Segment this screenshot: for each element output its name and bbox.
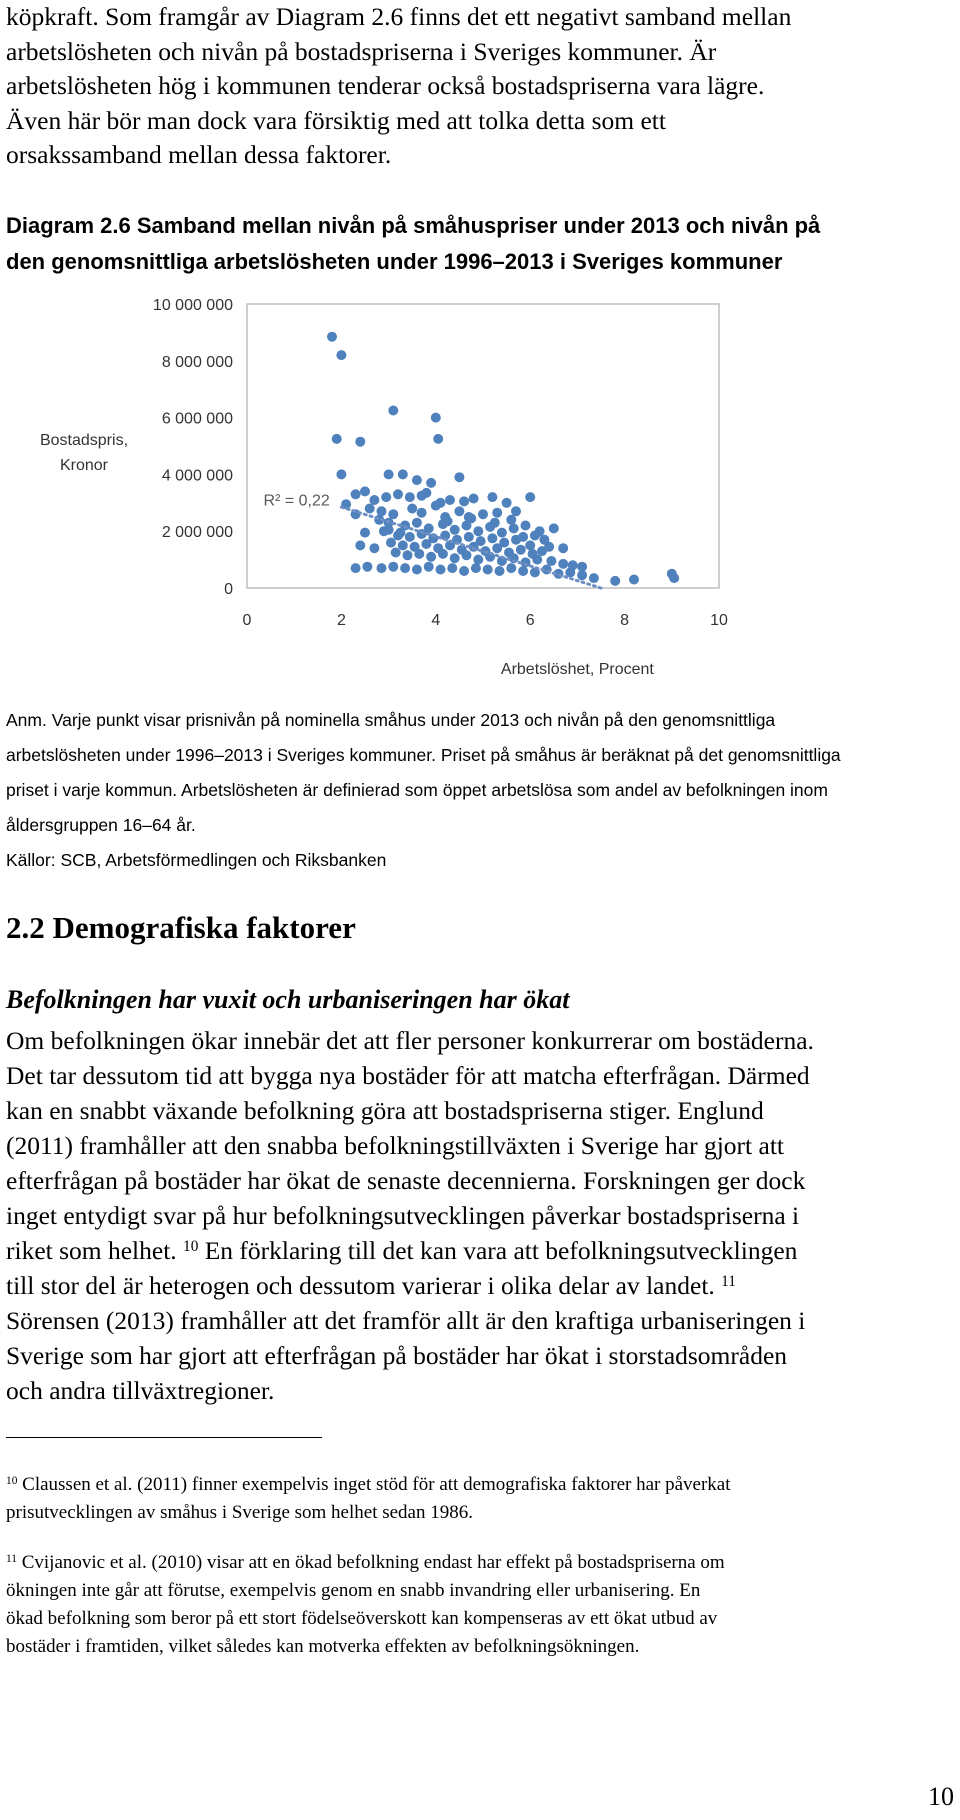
y-tick-label: 6 000 000 [161, 410, 233, 428]
data-point [506, 515, 516, 525]
body-text: inget entydigt svar på hur befolkningsutvecklingen påverkar bostadspriserna i [6, 1201, 800, 1230]
intro-line: Även här bör man dock vara försiktig med att tolka detta som ett [6, 105, 666, 135]
footnote-10 [6, 1471, 954, 1527]
data-point [487, 533, 497, 543]
footnote-11 [6, 1549, 954, 1661]
data-point [403, 550, 413, 560]
footnote-line: prisutvecklingen av småhus i Sverige som helhet sedan 1986. [6, 1502, 473, 1523]
data-point [412, 518, 422, 528]
data-point [395, 528, 405, 538]
y-tick-label: 8 000 000 [161, 353, 233, 371]
data-point [362, 562, 372, 572]
data-point [391, 548, 401, 558]
body-line [6, 1268, 954, 1303]
body-text: Sverige som har gjort att efterfrågan på bostäder har ökat i storstadsområden [6, 1341, 788, 1370]
data-point [360, 486, 370, 496]
body-text: Sörensen (2013) framhåller att det framför allt är den kraftiga urbaniseringen i [6, 1306, 806, 1335]
footnote-line: ökad befolkning som beror på ett stort födelseöverskott kan kompenseras av ett ökat utbud av [6, 1608, 718, 1629]
body-text: och andra tillväxtregioner. [6, 1376, 275, 1405]
data-point [492, 543, 502, 553]
data-point [369, 543, 379, 553]
data-point [471, 563, 481, 573]
data-point [388, 406, 398, 416]
intro-line: orsakssamband mellan dessa faktorer. [6, 140, 392, 169]
body-text: efterfrågan på bostäder har ökat de senaste decennierna. Forskningen ger dock [6, 1166, 806, 1195]
data-point [431, 413, 441, 423]
data-point [436, 565, 446, 575]
data-point [351, 489, 361, 499]
x-tick-label: 4 [431, 612, 441, 629]
data-point [530, 531, 540, 541]
body-line [6, 1233, 954, 1268]
x-tick-label: 0 [242, 612, 252, 629]
data-point [558, 543, 568, 553]
diagram-title [6, 208, 951, 280]
y-tick-label: 10 000 000 [152, 297, 233, 314]
data-point [469, 494, 479, 504]
data-point [377, 563, 387, 573]
data-point [336, 469, 346, 479]
data-point [431, 501, 441, 511]
data-point [546, 556, 556, 566]
data-point [506, 563, 516, 573]
body-paragraph [6, 1023, 954, 1408]
data-point [417, 508, 427, 518]
data-point [393, 489, 403, 499]
data-point [509, 523, 519, 533]
data-point [537, 546, 547, 556]
body-text: till stor del är heterogen och dessutom varierar i olika delar av landet. [6, 1271, 715, 1300]
body-text: riket som helhet. [6, 1236, 177, 1265]
data-point [511, 535, 521, 545]
data-point [365, 504, 375, 514]
body-text: Det tar dessutom tid att bygga nya bostäder för att matcha efterfrågan. Därmed [6, 1061, 810, 1090]
data-point [459, 566, 469, 576]
data-point [497, 528, 507, 538]
data-point [400, 563, 410, 573]
data-point [388, 562, 398, 572]
scatter-chart [0, 286, 960, 686]
data-point [473, 555, 483, 565]
r-squared-label: R² = 0,22 [263, 492, 330, 510]
diagram-title-line: den genomsnittliga arbetslösheten under 1996–2013 i Sveriges kommuner [6, 249, 783, 274]
body-text: (2011) framhåller att den snabba befolkningstillväxten i Sverige har gjort att [6, 1131, 784, 1160]
data-point [502, 498, 512, 508]
data-point [384, 525, 394, 535]
x-tick-label: 8 [620, 612, 630, 629]
body-line [6, 1338, 954, 1373]
footnote-line: ökningen inte går att förutse, exempelvis genom en snabb invandring eller urbanisering. En [6, 1580, 701, 1601]
data-point [466, 513, 476, 523]
data-point [532, 555, 542, 565]
data-point [424, 562, 434, 572]
data-point [351, 563, 361, 573]
body-line [6, 1093, 954, 1128]
footnote-line [6, 1471, 954, 1499]
note-line: åldersgruppen 16–64 år. [6, 815, 196, 835]
intro-line: arbetslösheten hög i kommunen tenderar också bostadspriserna vara lägre. [6, 71, 765, 100]
note-line: arbetslösheten under 1996–2013 i Sveriges kommuner. Priset på småhus är beräknat på det genomsnittliga [6, 745, 841, 765]
note-line: Anm. Varje punkt visar prisnivån på nominella småhus under 2013 och nivån på den genomsnittliga [6, 710, 776, 730]
data-point [447, 563, 457, 573]
data-point [450, 553, 460, 563]
data-point [459, 496, 469, 506]
footnote-text: Cvijanovic et al. (2010) visar att en ökad befolkning endast har effekt på bostadspriserna om [21, 1552, 725, 1573]
data-point [426, 552, 436, 562]
section-subheading: Befolkningen har vuxit och urbaniseringen har ökat [6, 985, 570, 1014]
data-point [332, 434, 342, 444]
data-point [549, 523, 559, 533]
body-line [6, 1023, 954, 1058]
data-point [483, 565, 493, 575]
data-point [450, 525, 460, 535]
body-text: kan en snabbt växande befolkning göra att bostadspriserna stiger. Englund [6, 1096, 764, 1125]
data-point [405, 532, 415, 542]
data-point [386, 538, 396, 548]
footnote-number: 10 [6, 1475, 18, 1488]
y-tick-label: 0 [224, 581, 233, 598]
data-point [521, 521, 531, 531]
x-tick-label: 10 [710, 612, 728, 629]
footnote-ref[interactable]: 10 [183, 1238, 199, 1256]
data-point [462, 550, 472, 560]
x-tick-label: 6 [525, 612, 535, 629]
data-point [490, 518, 500, 528]
data-point [454, 506, 464, 516]
data-point [577, 570, 587, 580]
data-point [589, 573, 599, 583]
note-line: priset i varje kommun. Arbetslösheten är definierad som öppet arbetslösa som andel av befolkningen inom [6, 780, 828, 800]
data-point [518, 566, 528, 576]
footnote-divider [6, 1437, 322, 1438]
data-point [405, 492, 415, 502]
data-point [412, 475, 422, 485]
data-point [407, 504, 417, 514]
x-tick-label: 2 [336, 612, 346, 629]
data-point [464, 532, 474, 542]
body-line [6, 1163, 954, 1198]
data-point [445, 495, 455, 505]
data-point [525, 492, 535, 502]
body-line [6, 1058, 954, 1093]
data-point [414, 549, 424, 559]
x-axis-label: Arbetslöshet, Procent [500, 661, 654, 678]
data-point [443, 516, 453, 526]
data-point [398, 540, 408, 550]
data-point [384, 469, 394, 479]
data-point [669, 573, 679, 583]
diagram-title-line: Diagram 2.6 Samband mellan nivån på småhuspriser under 2013 och nivån på [6, 213, 821, 238]
data-point [610, 576, 620, 586]
data-point [433, 434, 443, 444]
data-point [355, 540, 365, 550]
diagram-note [6, 703, 951, 878]
data-point [355, 437, 365, 447]
section-heading: 2.2 Demografiska faktorer [6, 910, 356, 945]
intro-paragraph [6, 0, 951, 173]
data-point [492, 508, 502, 518]
data-point [426, 478, 436, 488]
y-axis-label: Bostadspris, [39, 432, 129, 449]
data-point [360, 528, 370, 538]
data-point [438, 549, 448, 559]
data-point [558, 559, 568, 569]
data-point [525, 540, 535, 550]
y-tick-label: 4 000 000 [161, 467, 233, 485]
data-point [516, 545, 526, 555]
data-point [398, 469, 408, 479]
y-axis-label: Kronor [59, 457, 109, 474]
data-point [369, 495, 379, 505]
data-point [381, 492, 391, 502]
data-point [511, 506, 521, 516]
y-tick-label: 2 000 000 [161, 524, 233, 542]
body-line [6, 1303, 954, 1338]
intro-line: arbetslösheten och nivån på bostadspriserna i Sveriges kommuner. Är [6, 36, 717, 66]
footnote-line [6, 1549, 954, 1577]
data-point [495, 566, 505, 576]
footnote-number: 11 [6, 1553, 17, 1566]
data-point [478, 509, 488, 519]
data-point [421, 539, 431, 549]
body-text: Om befolkningen ökar innebär det att fler personer konkurrerar om bostäderna. [6, 1026, 814, 1055]
footnote-ref[interactable]: 11 [721, 1273, 736, 1291]
intro-line: köpkraft. Som framgår av Diagram 2.6 finns det ett negativt samband mellan [6, 2, 792, 31]
body-line [6, 1373, 954, 1408]
footnote-text: Claussen et al. (2011) finner exempelvis inget stöd för att demografiska faktorer har påverkat [22, 1474, 731, 1495]
data-point [454, 472, 464, 482]
data-point [377, 506, 387, 516]
data-point [412, 565, 422, 575]
page-number: 10 [928, 1782, 954, 1811]
data-point [629, 575, 639, 585]
data-point [336, 350, 346, 360]
data-point [421, 488, 431, 498]
data-point [388, 509, 398, 519]
body-line [6, 1198, 954, 1233]
data-point [487, 492, 497, 502]
data-point [327, 332, 337, 342]
body-text: En förklaring till det kan vara att befolkningsutvecklingen [198, 1236, 798, 1265]
body-line [6, 1128, 954, 1163]
data-point [473, 526, 483, 536]
diagram-source: Källor: SCB, Arbetsförmedlingen och Riksbanken [6, 850, 387, 870]
footnote-line: bostäder i framtiden, vilket således kan motverka effekten av befolkningsökningen. [6, 1636, 640, 1657]
